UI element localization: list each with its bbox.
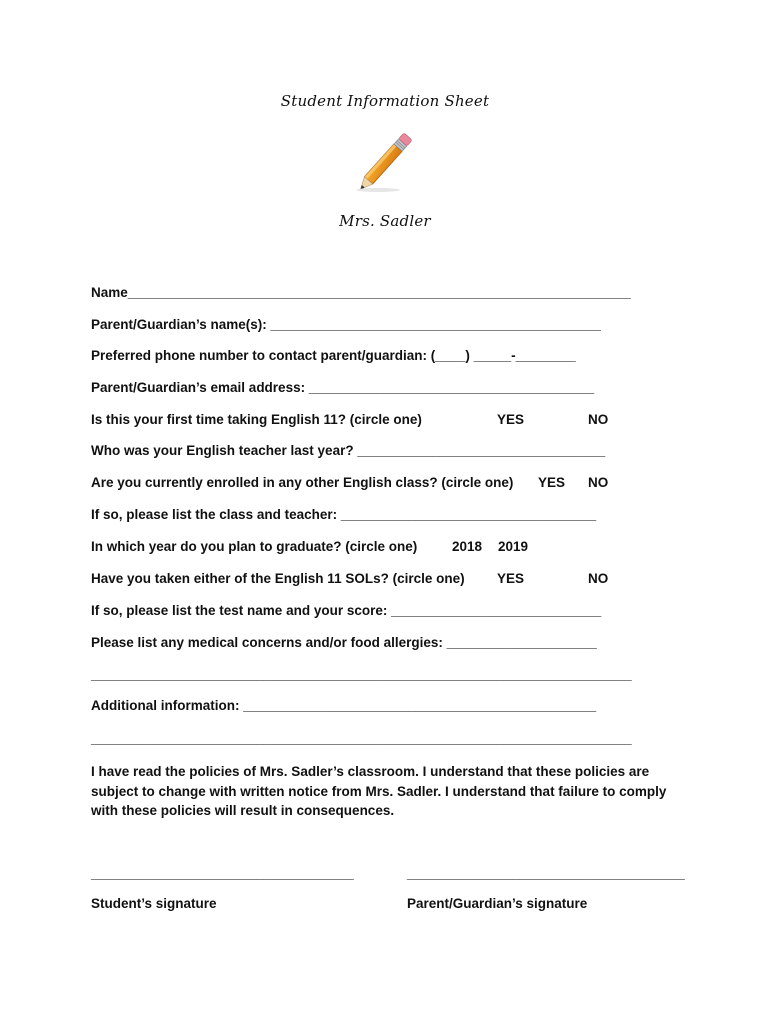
parent-signature-label: Parent/Guardian’s signature	[407, 896, 588, 911]
enrolled-question: Are you currently enrolled in any other English class? (circle one)	[91, 475, 514, 490]
teacher-name: Mrs. Sadler	[339, 212, 431, 230]
pencil-icon	[348, 126, 424, 196]
graduate-2019-option[interactable]: 2019	[498, 539, 529, 554]
phone-field[interactable]: Preferred phone number to contact parent/guardian: (____) _____-________	[91, 348, 576, 363]
additional-info-line2[interactable]: ________________________________________________________________________	[91, 731, 632, 746]
class-teacher-field[interactable]: If so, please list the class and teacher: __________________________________	[91, 507, 597, 522]
first-time-no-option[interactable]: NO	[588, 412, 609, 427]
medical-field-line2[interactable]: ________________________________________________________________________	[91, 667, 632, 682]
enrolled-yes-option[interactable]: YES	[538, 475, 566, 490]
sols-no-option[interactable]: NO	[588, 571, 609, 586]
graduate-question: In which year do you plan to graduate? (circle one)	[91, 539, 418, 554]
name-field[interactable]: Name___________________________________________________________________	[91, 285, 631, 300]
parent-signature-line[interactable]: _____________________________________	[407, 866, 685, 881]
first-time-yes-option[interactable]: YES	[497, 412, 525, 427]
enrolled-no-option[interactable]: NO	[588, 475, 609, 490]
last-teacher-field[interactable]: Who was your English teacher last year? _________________________________	[91, 443, 606, 458]
email-field[interactable]: Parent/Guardian’s email address: ______________________________________	[91, 380, 595, 395]
additional-info-field[interactable]: Additional information: _______________________________________________	[91, 698, 597, 713]
sols-yes-option[interactable]: YES	[497, 571, 525, 586]
parent-name-field[interactable]: Parent/Guardian’s name(s): ____________________________________________	[91, 317, 601, 332]
student-signature-line[interactable]: ___________________________________	[91, 866, 354, 881]
page-title: Student Information Sheet	[280, 92, 490, 110]
first-time-question: Is this your first time taking English 11? (circle one)	[91, 412, 422, 427]
graduate-2018-option[interactable]: 2018	[452, 539, 483, 554]
agreement-text: I have read the policies of Mrs. Sadler’s classroom. I understand that these policies are subject to change with written notice from Mrs. Sadler. I understand that failure to comply with these policies will result in consequences.	[91, 764, 667, 818]
medical-field[interactable]: Please list any medical concerns and/or food allergies: ____________________	[91, 635, 597, 650]
student-signature-label: Student’s signature	[91, 896, 217, 911]
sols-question: Have you taken either of the English 11 SOLs? (circle one)	[91, 571, 465, 586]
test-score-field[interactable]: If so, please list the test name and your score: ____________________________	[91, 603, 602, 618]
